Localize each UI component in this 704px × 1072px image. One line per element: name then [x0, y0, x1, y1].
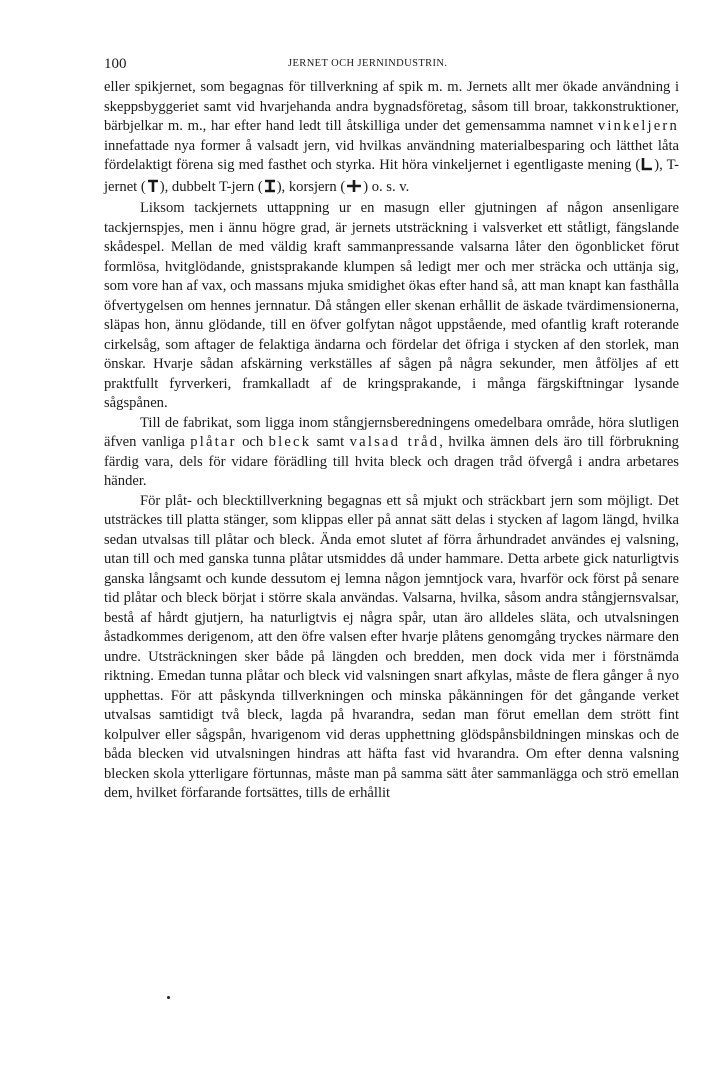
- spaced-term: plåtar: [190, 434, 237, 450]
- angle-profile-icon: [641, 157, 653, 178]
- text-run: Liksom tackjernets uttappning ur en masugn eller gjutningen af någon ansenligare tackjernspjes, men i ännu högre grad, är jernets utsträckning i valsverket ett ståtligt, fängslande skådespel. Mellan de med väldig kraft sammanpressande valsarna låter den ögonblicket förut formlösa, hvitglödande, gnistsprakande klumpen så ledigt mer och mer sträcka och uttänja sig, som vore han af vax, och massans mjuka smidighet ökas efter hand så, att man knapt kan fasthålla öfvertygelsen om hennes jernnatur. Då stången eller skenan erhållit de äskade tvärdimensionerna, släpas hon, ännu glödande, till en öfver golfytan något uppstående, med ofantlig kraft roterande cirkelsåg, som aftager de felaktiga ändarna och fördelar det öfriga i stycken af den storlek, man önskar. Hvarje sådan afskärning verkställes af sågen på några sekunder, men åtföljes af ett praktfullt fyrverkeri, framkalladt af de kringsprakande, i många färgskiftningar lysande sågspånen.: [104, 200, 679, 411]
- paragraph: [104, 492, 679, 804]
- text-run: Till de fabrikat, som ligga inom stångjernsberedningens omedelbara område, höra slutligen äfven vanliga: [104, 414, 679, 450]
- double-t-profile-icon: [264, 179, 276, 200]
- page-number: 100: [104, 56, 127, 72]
- text-run: eller spikjernet, som begagnas för tillverkning af spik m. m. Jernets allt mer ökade användning i skeppsbyggeriet samt vid hvarjehanda andra bygnadsföretag, såsom till broar, takkonstruktioner, bärbjelkar m. m., har efter hand ledt till åtskilliga under det gemensamma namnet: [104, 79, 679, 134]
- paragraph: [104, 414, 679, 492]
- running-title: JERNET OCH JERNINDUSTRIN.: [288, 58, 448, 69]
- paragraph: [104, 199, 679, 414]
- ink-speck: [167, 996, 170, 999]
- text-run: innefattade nya former å valsadt jern, vid hvilkas användning materialbesparing och lätthet låta fördelaktigt förena sig med fasthet och styrka. Hit höra vinkeljernet i egentligaste mening (: [104, 137, 679, 173]
- spaced-term: valsad tråd: [349, 434, 440, 450]
- cross-profile-icon: [346, 179, 362, 200]
- text-run: , hvilka ämnen dels äro till förbrukning färdig vara, dels för vidare förädling till hvita bleck och dragen tråd öfvergå i andra arbetares händer.: [104, 434, 679, 489]
- body-text: [104, 78, 679, 804]
- text-run: För plåt- och blecktillverkning begagnas ett så mjukt och sträckbart jern som möjligt. Det utsträckes till platta stänger, som klippas eller på annat sätt delas i stycken af lagom längd, hvilka sedan utvalsas till plåtar och bleck. Ända emot slutet af förra århundradet användes ej valsning, utan till och med ganska tunna plåtar utsmiddes då under hammare. Detta arbete gick naturligtvis ganska långsamt och kunde dessutom ej lemna någon jemntjock vara, hvarför ock först på senare tid plåtar och bleck börjat i större skala användas. Valsarna, hvilka, såsom andra stångjernsvalsar, bestå af hårdt gjutjern, ha naturligtvis ej några spår, utan äro alldeles släta, och utvalsningen åstadkommes derigenom, att den öfre valsen efter hvarje plåtens genomgång tryckes närmare den undre. Utsträckningen sker både på längden och bredden, men dock vida mer i förstnämda riktning. Emedan tunna plåtar och bleck vid valsningen snart afkylas, måste de flera gånger å nyo upphettas. För att påskynda tillverkningen och minska påkänningen för det gångande verket utvalsas samtidigt två bleck, lagda på hvarandra, sedan man förut emellan dem strött fint kolpulver eller sågspån, hvarigenom vid deras upphettning glödspånsbildningen minskas och de båda blecken vid utvalsningen hindras att häfta fast vid hvarandra. Om efter denna valsning blecken skola ytterligare förtunnas, måste man på samma sätt åter sammanlägga och strö emellan dem, hvilket förfarande fortsättes, tills de erhållit: [104, 492, 679, 801]
- text-run: ) o. s. v.: [363, 178, 410, 195]
- text-run: ), korsjern (: [276, 178, 346, 195]
- page: [104, 52, 679, 804]
- text-run: ), T-jernet (: [104, 157, 680, 195]
- spaced-term: bleck: [268, 434, 312, 450]
- text-run: samt: [311, 434, 350, 450]
- spaced-term: vinkeljern: [597, 118, 679, 134]
- text-run: ), dubbelt T-jern (: [159, 178, 263, 195]
- page-header: [104, 52, 679, 74]
- t-profile-icon: [147, 179, 159, 200]
- paragraph: [104, 78, 679, 199]
- text-run: och: [236, 434, 269, 450]
